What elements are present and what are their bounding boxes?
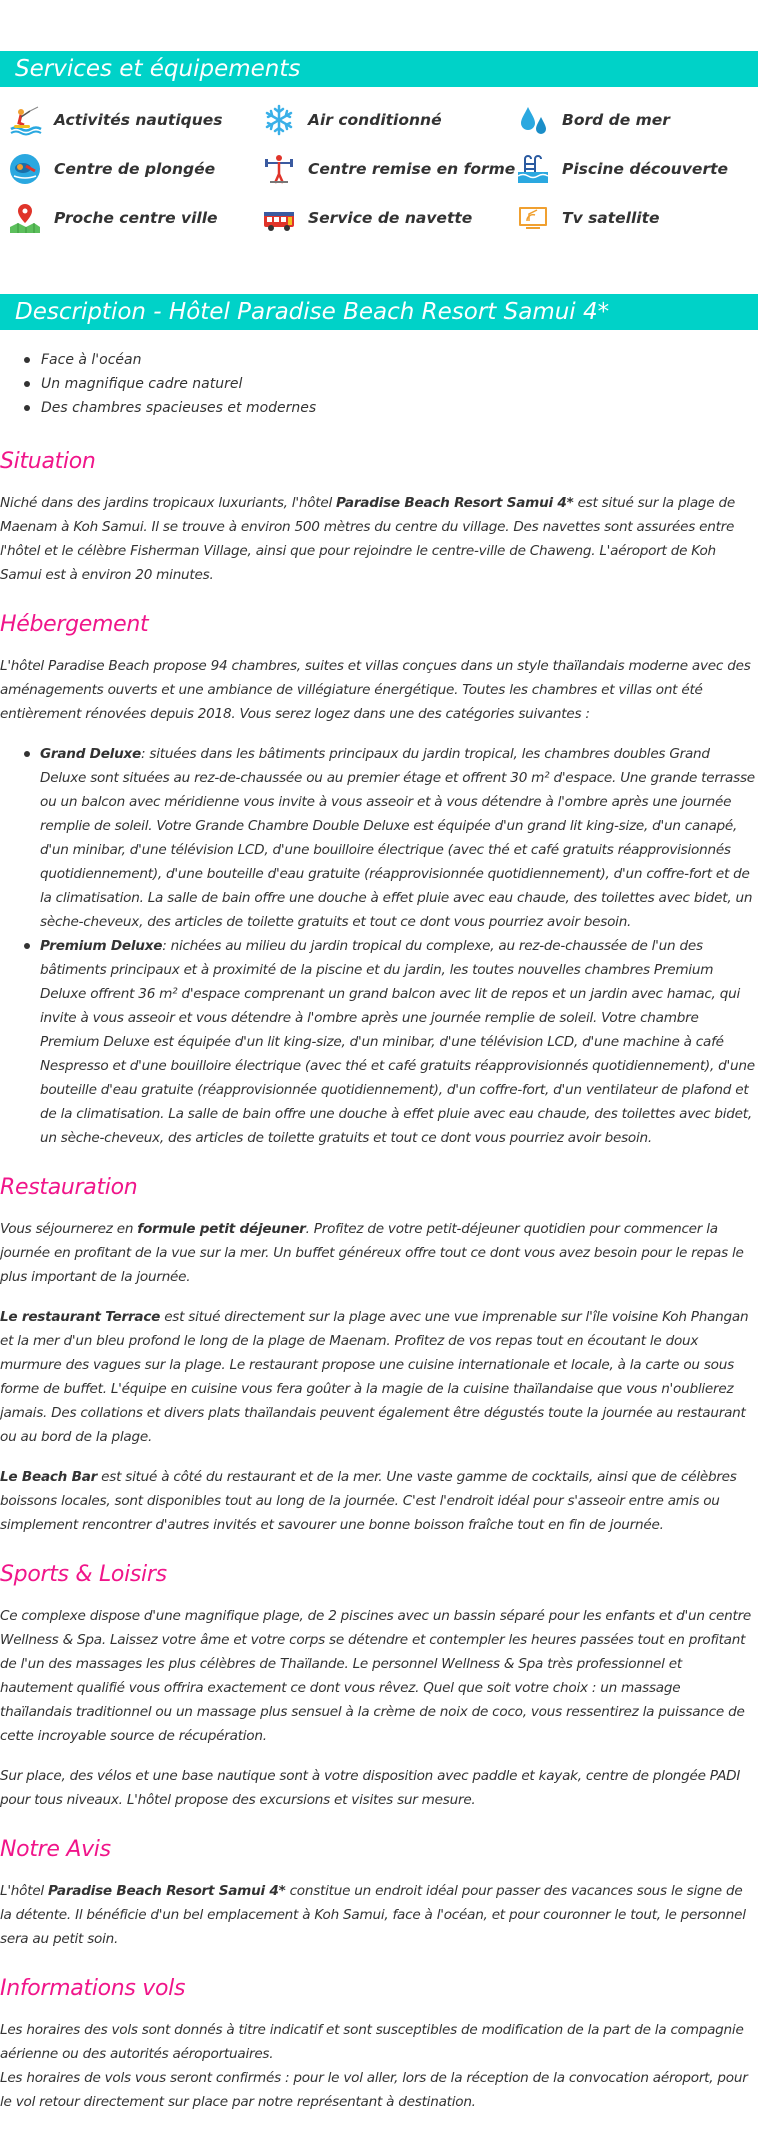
sports-heading: Sports & Loisirs	[0, 1562, 167, 1587]
text-run: est situé directement sur la plage avec une vue imprenable sur l'île voisine Koh Phangan et la mer d'un bleu profond le long de la plage de Maenam. Profitez de vos repas tout en écoutant le doux murmure des vagues sur la plage. Le restaurant propose une cuisine internationale et locale, à la carte ou sous forme de buffet. L'équipe en cuisine vous fera goûter à la magie de la cuisine thaïlandaise que vous n'oublierez jamais. Des collations et divers plats thaïlandais peuvent également être dégustés toute la journée au restaurant ou au bord de la plage.	[0, 1309, 749, 1445]
text-run: Niché dans des jardins tropicaux luxuriants, l'hôtel	[0, 495, 337, 511]
hotel-name: Paradise Beach Resort Samui 4*	[336, 495, 574, 511]
service-label: Bord de mer	[562, 111, 670, 129]
text-run: est situé sur la plage de Maenam à Koh Samui. Il se trouve à environ 500 mètres du centre du village. Des navettes sont assurées entre l'hôtel et le célèbre Fisherman Village, ainsi que pour rejoindre le centre-ville de Chaweng. L'aéroport de Koh Samui est à environ 20 minutes.	[0, 495, 735, 583]
map-pin-icon	[8, 201, 42, 235]
service-label: Centre remise en forme	[308, 160, 516, 178]
room-name: Premium Deluxe	[40, 938, 163, 954]
sports-text: Sur place, des vélos et une base nautique sont à votre disposition avec paddle et kayak, centre de plongée PADI pour tous niveaux. L'hôtel propose des excursions et visites sur mesure.	[0, 1768, 741, 1808]
service-label: Activités nautiques	[54, 111, 223, 129]
description-banner	[0, 294, 758, 330]
room-list	[0, 742, 756, 1150]
description-title: Description - Hôtel Paradise Beach Resort Samui 4*	[15, 299, 610, 325]
vols-text: Les horaires des vols sont donnés à titre indicatif et sont susceptibles de modification de la part de la compagnie aérienne ou des autorités aéroportuaires.	[0, 2022, 744, 2062]
highlight-text: Un magnifique cadre naturel	[41, 376, 243, 392]
sports-section	[0, 1561, 756, 1812]
sports-text: Ce complexe dispose d'une magnifique plage, de 2 piscines avec un bassin séparé pour les enfants et d'un centre Wellness & Spa. Laissez votre âme et votre corps se détendre et contempler les heures passées tout en profitant de l'un des massages les plus célèbres de Thaïlande. Le personnel Wellness & Spa très professionnel et hautement qualifié vous offrira exactement ce dont vous rêvez. Quel que soit votre choix : un massage thaïlandais traditionnel ou un massage plus sensuel à la crème de noix de coco, vous ressentirez la puissance de cette incroyable source de récupération.	[0, 1608, 752, 1744]
room-text: : nichées au milieu du jardin tropical du complexe, au rez-de-chaussée de l'un des bâtiments principaux et à proximité de la piscine et du jardin, les toutes nouvelles chambres Premium Deluxe offrent 36 m² d'espace comprenant un grand balcon avec lit de repos et un jardin avec hamac, qui invite à vous asseoir et vous détendre à l'ombre après une journée remplie de soleil. Votre chambre Premium Deluxe est équipée d'un lit king-size, d'un minibar, d'une télévision LCD, d'une machine à café Nespresso et d'une bouilloire électrique (avec thé et café gratuits réapprovisionnés quotidiennement), d'une bouteille d'eau gratuite (réapprovisionnée quotidiennement), d'un coffre-fort, d'un ventilateur de plafond et de la climatisation. La salle de bain offre une douche à effet pluie avec eau chaude, des toilettes avec bidet, un sèche-cheveux, des articles de toilette gratuits et tout ce dont vous pourriez avoir besoin.	[40, 938, 755, 1146]
text-run: est situé à côté du restaurant et de la mer. Une vaste gamme de cocktails, ainsi que de célèbres boissons locales, sont disponibles tout au long de la journée. C'est l'endroit idéal pour s'asseoir entre amis ou simplement rencontrer d'autres invités et savourer une bonne boisson fraîche tout en fin de journée.	[0, 1469, 737, 1533]
service-item	[262, 200, 472, 236]
restaurant-name: Le restaurant Terrace	[0, 1309, 161, 1325]
restaurant-text	[0, 1305, 756, 1449]
text-run: constitue un endroit idéal pour passer des vacances sous le signe de la détente. Il bénéficie d'un bel emplacement à Koh Samui, face à l'océan, et pour couronner le tout, le personnel sera au petit soin.	[0, 1883, 746, 1947]
service-label: Centre de plongée	[54, 160, 216, 178]
highlight-text: Des chambres spacieuses et modernes	[41, 400, 317, 416]
service-item	[8, 200, 218, 236]
situation-text	[0, 491, 756, 587]
highlight-item	[24, 372, 316, 396]
description-content	[0, 448, 758, 2138]
tv-icon	[516, 201, 550, 235]
room-name: Grand Deluxe	[40, 746, 142, 762]
text-run: L'hôtel	[0, 1883, 49, 1899]
fitness-icon	[262, 152, 296, 186]
service-item	[262, 151, 515, 187]
avis-text	[0, 1879, 756, 1951]
water-drops-icon	[516, 103, 550, 137]
service-item	[262, 102, 442, 138]
text-run: . Profitez de votre petit-déjeuner quotidien pour commencer la journée en profitant de la vue sur la mer. Un buffet généreux offre tout ce dont vous avez besoin pour le repas le plus important de la journée.	[0, 1221, 744, 1285]
room-item	[40, 934, 756, 1150]
service-item	[8, 102, 223, 138]
pool-icon	[516, 152, 550, 186]
restauration-section	[0, 1174, 756, 1537]
services-banner	[0, 51, 758, 87]
diving-icon	[8, 152, 42, 186]
shuttle-bus-icon	[262, 201, 296, 235]
bar-text	[0, 1465, 756, 1537]
vols-heading: Informations vols	[0, 1976, 186, 2001]
snowflake-icon	[262, 103, 296, 137]
hebergement-section	[0, 611, 756, 1150]
service-label: Piscine découverte	[562, 160, 729, 178]
restauration-text	[0, 1217, 756, 1289]
room-text: : situées dans les bâtiments principaux du jardin tropical, les chambres doubles Grand Deluxe sont situées au rez-de-chaussée ou au premier étage et offrent 30 m² d'espace. Une grande terrasse ou un balcon avec méridienne vous invite à vous asseoir et à vous détendre à l'ombre après une journée remplie de soleil. Votre Grande Chambre Double Deluxe est équipée d'un grand lit king-size, d'un canapé, d'un minibar, d'une télévision LCD, d'une bouilloire électrique (avec thé et café gratuits réapprovisionnés quotidiennement), d'une bouteille d'eau gratuite (réapprovisionnée quotidiennement), d'un coffre-fort et de la climatisation. La salle de bain offre une douche à effet pluie avec eau chaude, des toilettes avec bidet, un sèche-cheveux, des articles de toilette gratuits et tout ce dont vous pourriez avoir besoin.	[40, 746, 755, 930]
highlight-item	[24, 396, 316, 420]
avis-section	[0, 1836, 756, 1951]
services-title: Services et équipements	[15, 56, 301, 82]
service-item	[516, 200, 660, 236]
service-label: Air conditionné	[308, 111, 442, 129]
highlight-text: Face à l'océan	[41, 352, 142, 368]
service-label: Tv satellite	[562, 209, 660, 227]
service-item	[516, 102, 670, 138]
text-run: Vous séjournerez en	[0, 1221, 138, 1237]
hebergement-heading: Hébergement	[0, 612, 149, 637]
vols-section	[0, 1975, 756, 2114]
formula-name: formule petit déjeuner	[137, 1221, 306, 1237]
hotel-name: Paradise Beach Resort Samui 4*	[48, 1883, 286, 1899]
situation-section	[0, 448, 756, 587]
service-label: Proche centre ville	[54, 209, 218, 227]
restauration-heading: Restauration	[0, 1175, 138, 1200]
bar-name: Le Beach Bar	[0, 1469, 98, 1485]
water-sports-icon	[8, 103, 42, 137]
situation-heading: Situation	[0, 449, 96, 474]
highlights-list	[24, 348, 316, 420]
service-item	[516, 151, 728, 187]
service-item	[8, 151, 215, 187]
highlight-item	[24, 348, 316, 372]
avis-heading: Notre Avis	[0, 1837, 111, 1862]
vols-text: Les horaires de vols vous seront confirmés : pour le vol aller, lors de la réception de la convocation aéroport, pour le vol retour directement sur place par notre représentant à destination.	[0, 2070, 748, 2110]
hebergement-intro: L'hôtel Paradise Beach propose 94 chambres, suites et villas conçues dans un style thaïlandais moderne avec des aménagements ouverts et une ambiance de villégiature énergétique. Toutes les chambres et villas ont été entièrement rénovées depuis 2018. Vous serez logez dans une des catégories suivantes :	[0, 658, 751, 722]
room-item	[40, 742, 756, 934]
service-label: Service de navette	[308, 209, 473, 227]
